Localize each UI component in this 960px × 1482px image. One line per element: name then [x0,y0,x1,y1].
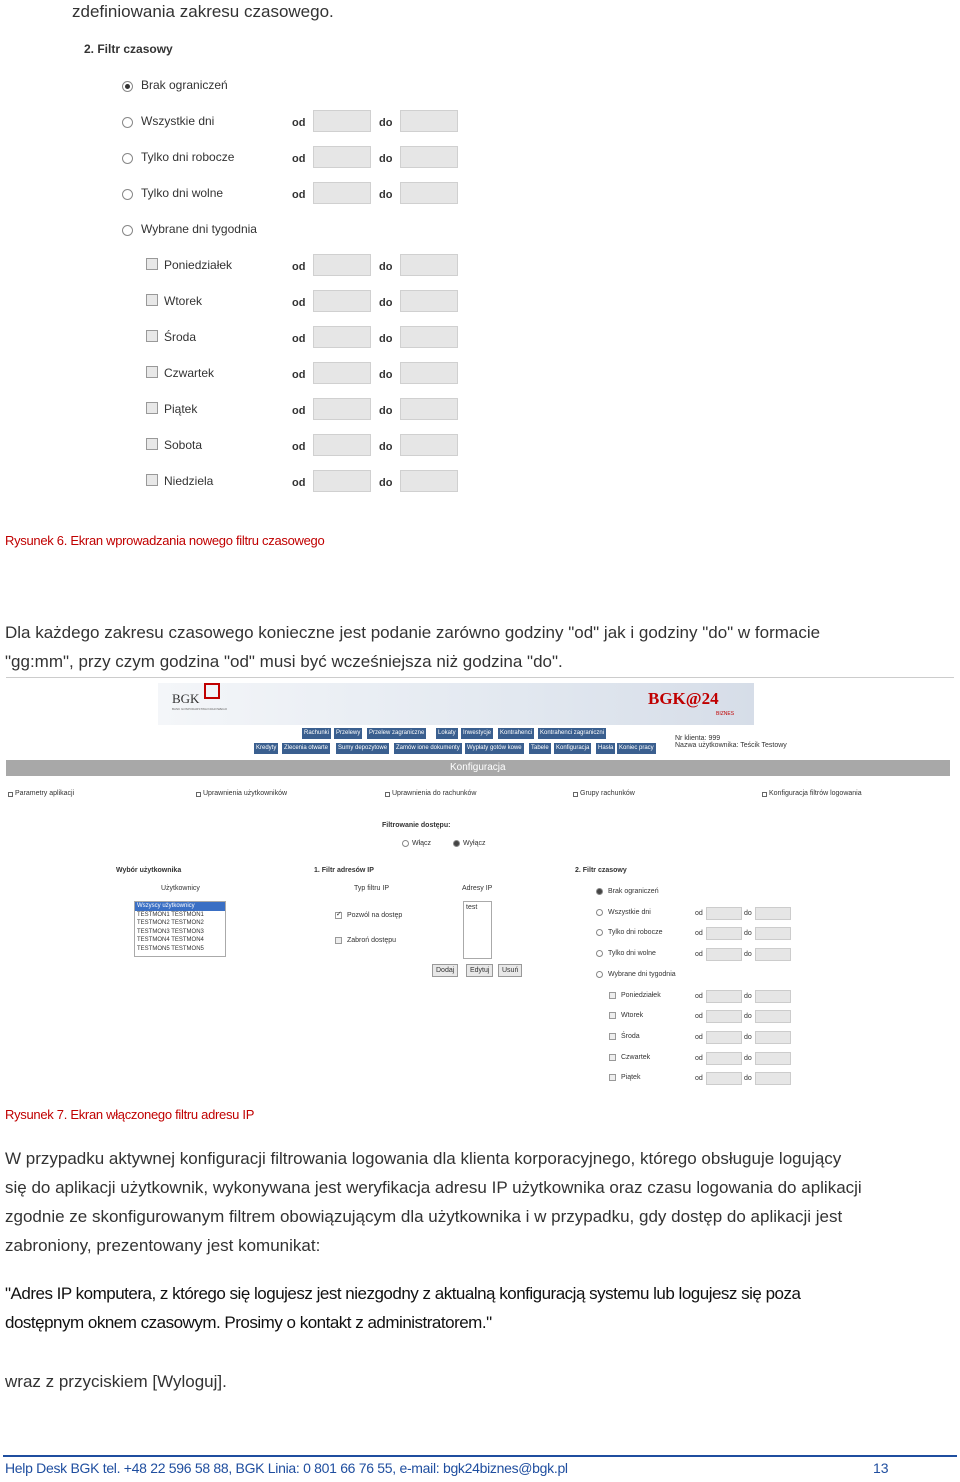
weekday-label: Czwartek [621,1053,651,1061]
weekday-label: Środa [164,330,197,344]
from-time-input[interactable] [313,290,371,312]
weekday-checkbox[interactable] [146,258,158,270]
ip-address-item[interactable]: test [466,904,478,911]
from-time-input[interactable] [313,470,371,492]
time-option-label: Brak ograniczeń [608,888,659,895]
to-label: do [379,405,393,417]
client-number: Nr klienta: 999 [675,735,721,742]
time-option-label: Wybrane dni tygodnia [141,222,257,236]
to-label: do [379,153,393,165]
remove-button[interactable]: Usuń [498,964,522,977]
nav-item[interactable]: Przelewy [334,728,362,739]
from-time-input[interactable] [706,948,742,961]
to-label: do [379,189,393,201]
nav-item[interactable]: Koniec pracy [617,743,656,754]
from-time-input[interactable] [706,927,742,940]
quote-line: "Adres IP komputera, z którego się logujesz jest niezgodny z aktualną konfiguracją systemu lub logujesz się poza [5,1284,801,1303]
from-label: od [292,189,306,201]
config-bar-title: Konfiguracja [450,762,506,773]
time-option-radio[interactable] [596,950,603,957]
from-time-input[interactable] [706,1072,742,1085]
nav-item[interactable]: Rachunki [302,728,331,739]
tab-bullet [8,792,13,797]
weekday-label: Poniedziałek [164,258,233,272]
user-list-item[interactable]: TESTMON2 TESTMON2 [137,920,204,926]
figure-7-top-border [6,677,954,678]
footer-rule [3,1455,957,1457]
weekday-label: Środa [621,1032,640,1040]
to-time-input[interactable] [755,1072,791,1085]
to-time-input[interactable] [400,110,458,132]
to-time-input[interactable] [400,326,458,348]
time-option-label: Tylko dni wolne [141,186,224,200]
user-select-title: Wybór użytkownika [116,867,182,874]
bgk24-logo: BGK@24 [648,689,719,708]
weekday-checkbox[interactable] [609,1033,616,1040]
to-time-input[interactable] [400,146,458,168]
to-time-input[interactable] [755,1052,791,1065]
from-time-input[interactable] [706,1031,742,1044]
tab-bullet [385,792,390,797]
page-number: 13 [873,1460,889,1476]
time-option-radio[interactable] [596,888,603,895]
to-label: do [744,1013,752,1021]
from-label: od [292,117,306,129]
weekday-checkbox[interactable] [146,402,158,414]
time-option-radio[interactable] [596,929,603,936]
paragraph-2-line: zabroniony, prezentowany jest komunikat: [5,1236,321,1255]
quote-line: dostępnym oknem czasowym. Prosimy o kontakt z administratorem." [5,1313,492,1332]
ip-filter-title: 1. Filtr adresów IP [314,867,374,874]
config-tab[interactable]: Grupy rachunków [580,790,635,797]
to-label: do [379,261,393,273]
to-label: do [744,909,752,917]
from-time-input[interactable] [706,907,742,920]
from-time-input[interactable] [313,326,371,348]
config-tab[interactable]: Uprawnienia użytkowników [203,790,288,797]
time-option-radio[interactable] [122,153,133,164]
filter-on-label: Włącz [412,840,432,847]
time-filter-title: 2. Filtr czasowy [575,867,627,874]
filter-access-label: Filtrowanie dostępu: [382,822,451,829]
time-option-label: Brak ograniczeń [141,78,228,92]
allow-access-label: Pozwól na dostęp [347,912,403,919]
weekday-label: Sobota [164,438,203,452]
to-time-input[interactable] [755,907,791,920]
to-time-input[interactable] [755,1031,791,1044]
time-option-label: Tylko dni robocze [141,150,235,164]
nav-item[interactable]: Kontrahenci [498,728,534,739]
from-label: od [695,1013,703,1021]
time-option-label: Tylko dni robocze [608,929,663,937]
error-message-quote [5,1279,955,1337]
nav-item[interactable]: Hasła [596,743,615,754]
from-time-input[interactable] [313,398,371,420]
filter-off-label: Wyłącz [463,840,486,847]
to-label: do [744,1075,752,1083]
users-listbox[interactable] [134,901,226,957]
user-list-item[interactable]: Wszyscy użytkownicy [135,902,225,911]
to-label: do [379,333,393,345]
from-label: od [695,1033,703,1041]
to-time-input[interactable] [400,290,458,312]
paragraph-1-line: Dla każdego zakresu czasowego konieczne jest podanie zarówno godziny "od" jak i godziny "do" w formacie [5,623,821,642]
to-label: do [744,1054,752,1062]
to-label: do [379,441,393,453]
to-label: do [744,992,752,1000]
paragraph-2-line: W przypadku aktywnej konfiguracji filtrowania logowania dla klienta korporacyjnego, którego obsługuje logujący [5,1149,842,1168]
time-option-radio[interactable] [122,189,133,200]
ip-type-label: Typ filtru IP [354,885,390,892]
bgk-logo-subtext: BANK GOSPODARSTWA KRAJOWEGO [172,707,228,711]
time-option-radio[interactable] [122,225,133,236]
tab-bullet [573,792,578,797]
edit-button[interactable]: Edytuj [466,964,493,977]
time-option-label: Tylko dni wolne [608,950,656,958]
to-label: do [379,369,393,381]
weekday-label: Czwartek [164,366,215,380]
paragraph-1 [5,618,955,676]
nav-item[interactable]: Zlecenia otwarte [282,743,330,754]
nav-item[interactable]: Zamów ione dokumenty [394,743,462,754]
from-label: od [292,297,306,309]
time-option-radio[interactable] [122,117,133,128]
weekday-checkbox[interactable] [146,294,158,306]
ip-addresses-listbox[interactable] [463,901,492,959]
from-label: od [695,1075,703,1083]
nav-item[interactable]: Sumy depozytowe [336,743,389,754]
nav-item[interactable]: Przelew zagraniczne [367,728,426,739]
paragraph-3: wraz z przyciskiem [Wyloguj]. [5,1372,227,1391]
from-time-input[interactable] [313,146,371,168]
to-label: do [379,117,393,129]
filter-on-radio[interactable] [402,840,409,847]
to-label: do [379,297,393,309]
nav-item[interactable]: Wypłaty gotów kowe [465,743,524,754]
to-time-input[interactable] [400,182,458,204]
to-label: do [744,1033,752,1041]
nav-item[interactable]: Kontrahenci zagraniczni [538,728,606,739]
from-label: od [292,333,306,345]
from-label: od [292,261,306,273]
figure-7 [0,677,960,1087]
from-label: od [292,405,306,417]
from-time-input[interactable] [313,110,371,132]
to-time-input[interactable] [755,948,791,961]
user-name: Nazwa użytkownika: Teścik Testowy [675,742,787,749]
from-time-input[interactable] [706,1052,742,1065]
nav-item[interactable]: Tabele [529,743,551,754]
to-label: do [379,477,393,489]
paragraph-2-line: się do aplikacji użytkownik, wykonywana jest weryfikacja adresu IP użytkownika oraz czasu logowania do aplikacji [5,1178,862,1197]
nav-item[interactable]: Inwestycje [461,728,493,739]
add-button[interactable]: Dodaj [432,964,458,977]
from-label: od [292,369,306,381]
weekday-label: Poniedziałek [621,991,661,999]
user-list-item[interactable]: TESTMON4 TESTMON4 [137,937,204,943]
figure-7-caption: Rysunek 7. Ekran włączonego filtru adresu IP [5,1107,255,1122]
to-time-input[interactable] [400,470,458,492]
bgk-logo-text: BGK [172,691,200,706]
to-time-input[interactable] [400,398,458,420]
deny-access-checkbox[interactable] [335,937,342,944]
from-label: od [695,1054,703,1062]
weekday-checkbox[interactable] [609,1054,616,1061]
weekday-label: Piątek [621,1074,641,1082]
time-option-radio[interactable] [122,81,133,92]
from-label: od [292,441,306,453]
filter-off-radio[interactable] [453,840,460,847]
bgk24-logo-subtext: BIZNES [716,711,735,717]
weekday-label: Niedziela [164,474,214,488]
user-list-item[interactable]: TESTMON1 TESTMON1 [137,911,204,918]
weekday-label: Wtorek [621,1012,644,1020]
config-tab[interactable]: Uprawnienia do rachunków [392,790,477,797]
time-option-label: Wybrane dni tygodnia [608,970,676,978]
from-time-input[interactable] [706,1010,742,1023]
to-time-input[interactable] [755,927,791,940]
weekday-label: Wtorek [164,294,203,308]
paragraph-2 [5,1144,955,1260]
from-label: od [292,153,306,165]
bgk-logo [172,691,227,711]
to-time-input[interactable] [400,362,458,384]
from-time-input[interactable] [313,182,371,204]
time-option-radio[interactable] [596,909,603,916]
weekday-label: Piątek [164,402,198,416]
allow-access-checkbox[interactable]: ✓ [336,911,342,918]
to-time-input[interactable] [400,254,458,276]
time-option-radio[interactable] [596,971,603,978]
from-label: od [292,477,306,489]
from-label: od [695,992,703,1000]
users-label: Użytkownicy [161,885,200,892]
to-time-input[interactable] [755,990,791,1003]
ip-addresses-label: Adresy IP [462,885,493,892]
figure-6 [0,0,960,500]
nav-item[interactable]: Kredyty [254,743,278,754]
to-label: do [744,930,752,938]
weekday-checkbox[interactable] [146,330,158,342]
config-tab[interactable]: Konfiguracja filtrów logowania [769,790,862,797]
user-list-item[interactable]: TESTMON3 TESTMON3 [137,928,204,935]
from-time-input[interactable] [313,434,371,456]
from-time-input[interactable] [706,990,742,1003]
config-tab[interactable]: Parametry aplikacji [15,790,75,797]
from-time-input[interactable] [313,254,371,276]
to-label: do [744,951,752,959]
tab-bullet [196,792,201,797]
weekday-checkbox[interactable] [146,366,158,378]
time-option-label: Wszystkie dni [608,908,651,916]
figure-6-caption: Rysunek 6. Ekran wprowadzania nowego filtru czasowego [5,533,325,548]
weekday-checkbox[interactable] [609,1074,616,1081]
footer-contact: Help Desk BGK tel. +48 22 596 58 88, BGK Linia: 0 801 66 76 55, e-mail: bgk24biznes@bgk.pl [5,1460,568,1476]
weekday-checkbox[interactable] [609,1012,616,1019]
to-time-input[interactable] [400,434,458,456]
deny-access-label: Zabroń dostępu [347,937,397,944]
to-time-input[interactable] [755,1010,791,1023]
time-filter-title: 2. Filtr czasowy [84,42,173,56]
paragraph-2-line: zgodnie ze skonfigurowanym filtrem obowiązującym dla użytkownika i w przypadku, gdy dostęp do aplikacji jest [5,1207,843,1226]
weekday-checkbox[interactable] [146,474,158,486]
from-time-input[interactable] [313,362,371,384]
weekday-checkbox[interactable] [146,438,158,450]
nav-item[interactable]: Lokaty [436,728,458,739]
paragraph-1-line: "gg:mm", przy czym godzina "od" musi być wcześniejsza niż godzina "do". [5,652,563,671]
weekday-checkbox[interactable] [609,992,616,999]
from-label: od [695,930,703,938]
nav-item[interactable]: Konfiguracja [554,743,591,754]
from-label: od [695,909,703,917]
time-option-label: Wszystkie dni [141,114,215,128]
tab-bullet [762,792,767,797]
user-list-item[interactable]: TESTMON5 TESTMON5 [137,945,204,952]
from-label: od [695,951,703,959]
intro-line: zdefiniowania zakresu czasowego. [72,2,334,21]
